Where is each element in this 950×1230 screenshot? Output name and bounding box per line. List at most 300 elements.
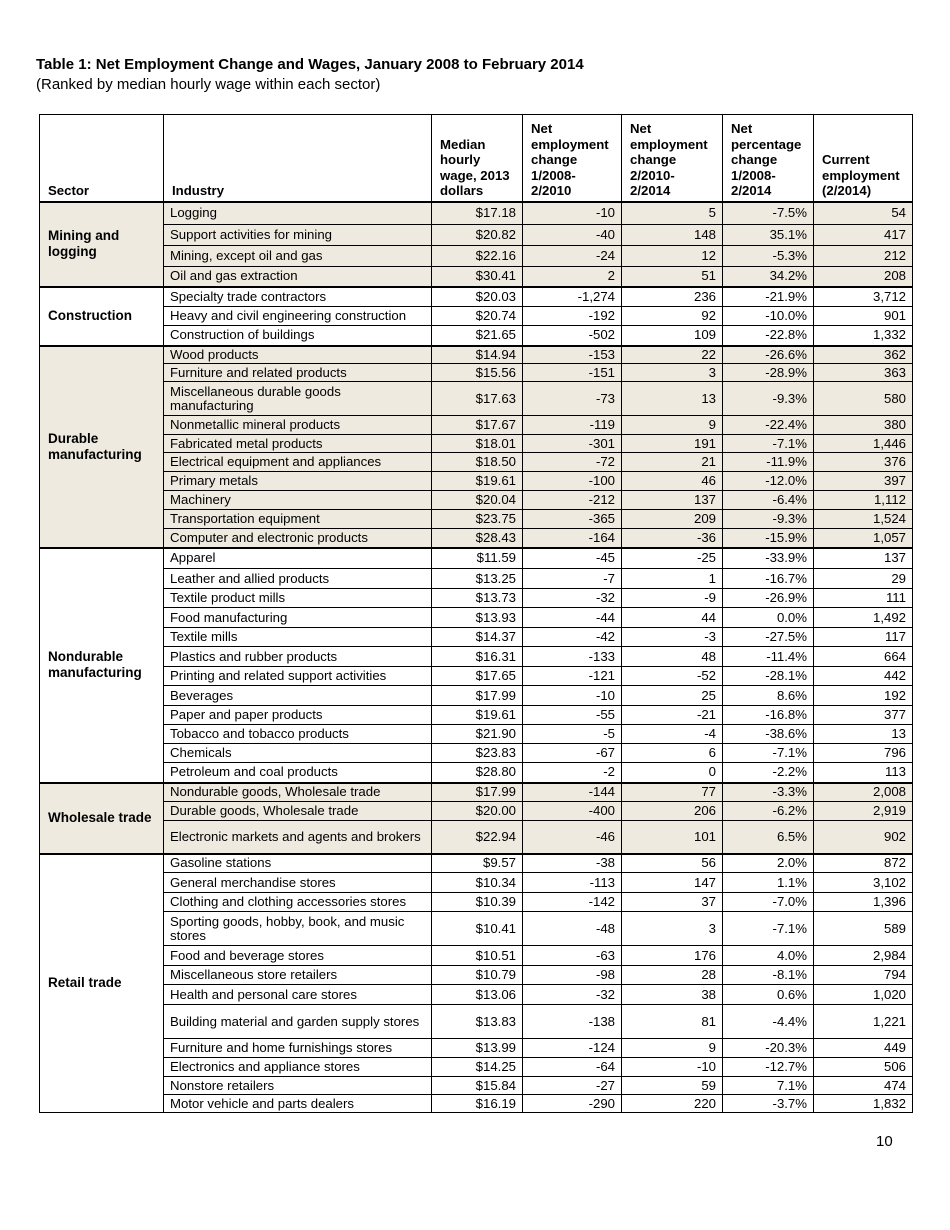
industry-cell: Textile mills <box>164 628 432 647</box>
current-employment-cell: 377 <box>814 706 913 725</box>
table-row <box>40 763 913 783</box>
current-employment-cell: 376 <box>814 453 913 472</box>
change-2010-2014-cell: 3 <box>622 912 723 946</box>
current-employment-cell: 208 <box>814 267 913 287</box>
current-employment-cell: 1,396 <box>814 893 913 912</box>
change-2008-2010-cell: -44 <box>523 608 622 628</box>
table-row <box>40 1058 913 1077</box>
percentage-change-cell: -16.7% <box>723 569 814 589</box>
wage-cell: $30.41 <box>432 267 523 287</box>
sector-group <box>40 854 913 1113</box>
change-2010-2014-cell: 92 <box>622 307 723 326</box>
sector-cell: Mining and logging <box>40 202 164 287</box>
change-2010-2014-cell: 38 <box>622 985 723 1005</box>
table-row <box>40 548 913 569</box>
change-2008-2010-cell: -42 <box>523 628 622 647</box>
wage-cell: $18.50 <box>432 453 523 472</box>
wage-cell: $20.82 <box>432 225 523 246</box>
percentage-change-cell: -7.0% <box>723 893 814 912</box>
current-employment-cell: 1,057 <box>814 529 913 548</box>
sector-group <box>40 548 913 783</box>
current-employment-cell: 1,524 <box>814 510 913 529</box>
percentage-change-cell: -6.2% <box>723 802 814 821</box>
header-current-employment: Current employment (2/2014) <box>814 115 913 202</box>
industry-cell: Machinery <box>164 491 432 510</box>
table-row <box>40 202 913 225</box>
current-employment-cell: 111 <box>814 589 913 608</box>
percentage-change-cell: -10.0% <box>723 307 814 326</box>
industry-cell: Tobacco and tobacco products <box>164 725 432 744</box>
current-employment-cell: 2,919 <box>814 802 913 821</box>
table-row <box>40 725 913 744</box>
percentage-change-cell: -22.8% <box>723 326 814 346</box>
change-2008-2010-cell: -290 <box>523 1095 622 1113</box>
current-employment-cell: 3,102 <box>814 873 913 893</box>
industry-cell: Nonstore retailers <box>164 1077 432 1095</box>
change-2008-2010-cell: -502 <box>523 326 622 346</box>
change-2008-2010-cell: -151 <box>523 364 622 382</box>
industry-cell: Oil and gas extraction <box>164 267 432 287</box>
percentage-change-cell: -11.4% <box>723 647 814 667</box>
table-row <box>40 854 913 873</box>
header-change-2008-2010: Net employment change 1/2008-2/2010 <box>523 115 622 202</box>
sector-group <box>40 287 913 346</box>
change-2008-2010-cell: -48 <box>523 912 622 946</box>
change-2010-2014-cell: 28 <box>622 966 723 985</box>
industry-cell: Petroleum and coal products <box>164 763 432 783</box>
industry-cell: Furniture and related products <box>164 364 432 382</box>
table-row <box>40 1095 913 1113</box>
percentage-change-cell: -15.9% <box>723 529 814 548</box>
current-employment-cell: 1,020 <box>814 985 913 1005</box>
wage-cell: $17.65 <box>432 667 523 686</box>
percentage-change-cell: -3.7% <box>723 1095 814 1113</box>
percentage-change-cell: -28.9% <box>723 364 814 382</box>
current-employment-cell: 1,832 <box>814 1095 913 1113</box>
percentage-change-cell: 0.0% <box>723 608 814 628</box>
table-row <box>40 416 913 435</box>
table-row <box>40 667 913 686</box>
change-2008-2010-cell: -55 <box>523 706 622 725</box>
current-employment-cell: 580 <box>814 382 913 416</box>
change-2010-2014-cell: -3 <box>622 628 723 647</box>
change-2010-2014-cell: 6 <box>622 744 723 763</box>
change-2010-2014-cell: 191 <box>622 435 723 453</box>
table-row <box>40 628 913 647</box>
change-2008-2010-cell: 2 <box>523 267 622 287</box>
table-row <box>40 1039 913 1058</box>
current-employment-cell: 902 <box>814 821 913 854</box>
header-change-2010-2014: Net employment change 2/2010-2/2014 <box>622 115 723 202</box>
header-sector: Sector <box>40 115 164 202</box>
percentage-change-cell: -27.5% <box>723 628 814 647</box>
change-2008-2010-cell: -133 <box>523 647 622 667</box>
percentage-change-cell: -2.2% <box>723 763 814 783</box>
industry-cell: Paper and paper products <box>164 706 432 725</box>
industry-cell: Electrical equipment and appliances <box>164 453 432 472</box>
industry-cell: Leather and allied products <box>164 569 432 589</box>
industry-cell: Apparel <box>164 548 432 569</box>
change-2008-2010-cell: -164 <box>523 529 622 548</box>
change-2010-2014-cell: 236 <box>622 287 723 307</box>
current-employment-cell: 380 <box>814 416 913 435</box>
industry-cell: Clothing and clothing accessories stores <box>164 893 432 912</box>
sector-cell: Retail trade <box>40 854 164 1113</box>
industry-cell: Textile product mills <box>164 589 432 608</box>
current-employment-cell: 397 <box>814 472 913 491</box>
industry-cell: Electronics and appliance stores <box>164 1058 432 1077</box>
industry-cell: Electronic markets and agents and brokers <box>164 821 432 854</box>
percentage-change-cell: -4.4% <box>723 1005 814 1039</box>
change-2010-2014-cell: 46 <box>622 472 723 491</box>
change-2010-2014-cell: 51 <box>622 267 723 287</box>
wage-cell: $28.43 <box>432 529 523 548</box>
wage-cell: $19.61 <box>432 706 523 725</box>
change-2008-2010-cell: -24 <box>523 246 622 267</box>
wage-cell: $10.41 <box>432 912 523 946</box>
industry-cell: Food and beverage stores <box>164 946 432 966</box>
percentage-change-cell: -26.9% <box>723 589 814 608</box>
percentage-change-cell: -11.9% <box>723 453 814 472</box>
page-number: 10 <box>876 1133 893 1150</box>
sector-cell: Nondurable manufacturing <box>40 548 164 783</box>
change-2010-2014-cell: -4 <box>622 725 723 744</box>
industry-cell: Chemicals <box>164 744 432 763</box>
table-row <box>40 453 913 472</box>
industry-cell: Health and personal care stores <box>164 985 432 1005</box>
wage-cell: $23.83 <box>432 744 523 763</box>
change-2008-2010-cell: -32 <box>523 589 622 608</box>
current-employment-cell: 1,492 <box>814 608 913 628</box>
table-row <box>40 510 913 529</box>
change-2010-2014-cell: -52 <box>622 667 723 686</box>
change-2010-2014-cell: 37 <box>622 893 723 912</box>
wage-cell: $20.03 <box>432 287 523 307</box>
percentage-change-cell: -12.0% <box>723 472 814 491</box>
table-row <box>40 966 913 985</box>
change-2008-2010-cell: -27 <box>523 1077 622 1095</box>
current-employment-cell: 3,712 <box>814 287 913 307</box>
industry-cell: Heavy and civil engineering construction <box>164 307 432 326</box>
change-2008-2010-cell: -365 <box>523 510 622 529</box>
change-2010-2014-cell: 13 <box>622 382 723 416</box>
industry-cell: Construction of buildings <box>164 326 432 346</box>
table-row <box>40 783 913 802</box>
percentage-change-cell: -33.9% <box>723 548 814 569</box>
wage-cell: $17.67 <box>432 416 523 435</box>
industry-cell: Durable goods, Wholesale trade <box>164 802 432 821</box>
wage-cell: $14.94 <box>432 346 523 364</box>
table-row <box>40 912 913 946</box>
current-employment-cell: 417 <box>814 225 913 246</box>
wage-cell: $20.74 <box>432 307 523 326</box>
current-employment-cell: 13 <box>814 725 913 744</box>
change-2010-2014-cell: 81 <box>622 1005 723 1039</box>
wage-cell: $17.18 <box>432 202 523 225</box>
current-employment-cell: 1,446 <box>814 435 913 453</box>
wage-cell: $10.51 <box>432 946 523 966</box>
wage-cell: $14.25 <box>432 1058 523 1077</box>
percentage-change-cell: -21.9% <box>723 287 814 307</box>
change-2008-2010-cell: -45 <box>523 548 622 569</box>
change-2008-2010-cell: -72 <box>523 453 622 472</box>
percentage-change-cell: -7.5% <box>723 202 814 225</box>
table-row <box>40 744 913 763</box>
percentage-change-cell: 4.0% <box>723 946 814 966</box>
percentage-change-cell: 6.5% <box>723 821 814 854</box>
table-row <box>40 821 913 854</box>
current-employment-cell: 113 <box>814 763 913 783</box>
table-row <box>40 569 913 589</box>
percentage-change-cell: -7.1% <box>723 912 814 946</box>
change-2008-2010-cell: -142 <box>523 893 622 912</box>
change-2010-2014-cell: 147 <box>622 873 723 893</box>
sector-cell: Wholesale trade <box>40 783 164 854</box>
percentage-change-cell: -9.3% <box>723 510 814 529</box>
current-employment-cell: 212 <box>814 246 913 267</box>
change-2008-2010-cell: -124 <box>523 1039 622 1058</box>
change-2010-2014-cell: 9 <box>622 416 723 435</box>
industry-cell: Motor vehicle and parts dealers <box>164 1095 432 1113</box>
industry-cell: Fabricated metal products <box>164 435 432 453</box>
change-2010-2014-cell: -10 <box>622 1058 723 1077</box>
industry-cell: Food manufacturing <box>164 608 432 628</box>
sector-group <box>40 783 913 854</box>
industry-cell: Plastics and rubber products <box>164 647 432 667</box>
table-row <box>40 435 913 453</box>
current-employment-cell: 192 <box>814 686 913 706</box>
current-employment-cell: 506 <box>814 1058 913 1077</box>
industry-cell: Specialty trade contractors <box>164 287 432 307</box>
table-row <box>40 802 913 821</box>
industry-cell: Sporting goods, hobby, book, and music stores <box>164 912 432 946</box>
change-2008-2010-cell: -1,274 <box>523 287 622 307</box>
change-2008-2010-cell: -63 <box>523 946 622 966</box>
industry-cell: Support activities for mining <box>164 225 432 246</box>
table-title: Table 1: Net Employment Change and Wages, January 2008 to February 2014 <box>36 56 584 73</box>
current-employment-cell: 2,984 <box>814 946 913 966</box>
wage-cell: $9.57 <box>432 854 523 873</box>
change-2010-2014-cell: 12 <box>622 246 723 267</box>
wage-cell: $13.06 <box>432 985 523 1005</box>
percentage-change-cell: -8.1% <box>723 966 814 985</box>
table-row <box>40 346 913 364</box>
percentage-change-cell: -3.3% <box>723 783 814 802</box>
percentage-change-cell: 34.2% <box>723 267 814 287</box>
percentage-change-cell: -9.3% <box>723 382 814 416</box>
table-row <box>40 608 913 628</box>
wage-cell: $16.19 <box>432 1095 523 1113</box>
current-employment-cell: 872 <box>814 854 913 873</box>
current-employment-cell: 449 <box>814 1039 913 1058</box>
wage-cell: $13.93 <box>432 608 523 628</box>
percentage-change-cell: -26.6% <box>723 346 814 364</box>
wage-cell: $21.90 <box>432 725 523 744</box>
change-2008-2010-cell: -2 <box>523 763 622 783</box>
change-2008-2010-cell: -121 <box>523 667 622 686</box>
wage-cell: $10.39 <box>432 893 523 912</box>
table-row <box>40 364 913 382</box>
current-employment-cell: 137 <box>814 548 913 569</box>
change-2010-2014-cell: 206 <box>622 802 723 821</box>
wage-cell: $13.25 <box>432 569 523 589</box>
sector-group <box>40 346 913 548</box>
current-employment-cell: 442 <box>814 667 913 686</box>
table-row <box>40 589 913 608</box>
percentage-change-cell: 0.6% <box>723 985 814 1005</box>
table-row <box>40 706 913 725</box>
table-row <box>40 893 913 912</box>
change-2008-2010-cell: -144 <box>523 783 622 802</box>
wage-cell: $20.04 <box>432 491 523 510</box>
change-2010-2014-cell: -21 <box>622 706 723 725</box>
current-employment-cell: 794 <box>814 966 913 985</box>
current-employment-cell: 363 <box>814 364 913 382</box>
wage-cell: $10.79 <box>432 966 523 985</box>
change-2008-2010-cell: -119 <box>523 416 622 435</box>
change-2008-2010-cell: -138 <box>523 1005 622 1039</box>
table-row <box>40 647 913 667</box>
change-2008-2010-cell: -67 <box>523 744 622 763</box>
change-2010-2014-cell: 176 <box>622 946 723 966</box>
wage-cell: $13.73 <box>432 589 523 608</box>
change-2010-2014-cell: -9 <box>622 589 723 608</box>
change-2010-2014-cell: 109 <box>622 326 723 346</box>
table-row <box>40 985 913 1005</box>
industry-cell: Furniture and home furnishings stores <box>164 1039 432 1058</box>
wage-cell: $17.99 <box>432 783 523 802</box>
wage-cell: $15.56 <box>432 364 523 382</box>
change-2008-2010-cell: -5 <box>523 725 622 744</box>
current-employment-cell: 1,332 <box>814 326 913 346</box>
current-employment-cell: 54 <box>814 202 913 225</box>
current-employment-cell: 1,221 <box>814 1005 913 1039</box>
current-employment-cell: 664 <box>814 647 913 667</box>
change-2008-2010-cell: -38 <box>523 854 622 873</box>
wage-cell: $18.01 <box>432 435 523 453</box>
percentage-change-cell: 7.1% <box>723 1077 814 1095</box>
sector-group <box>40 202 913 287</box>
change-2008-2010-cell: -46 <box>523 821 622 854</box>
change-2010-2014-cell: 101 <box>622 821 723 854</box>
percentage-change-cell: 8.6% <box>723 686 814 706</box>
wage-cell: $17.63 <box>432 382 523 416</box>
industry-cell: Computer and electronic products <box>164 529 432 548</box>
wage-cell: $21.65 <box>432 326 523 346</box>
table-row <box>40 246 913 267</box>
current-employment-cell: 117 <box>814 628 913 647</box>
industry-cell: General merchandise stores <box>164 873 432 893</box>
current-employment-cell: 901 <box>814 307 913 326</box>
change-2008-2010-cell: -32 <box>523 985 622 1005</box>
wage-cell: $20.00 <box>432 802 523 821</box>
industry-cell: Gasoline stations <box>164 854 432 873</box>
industry-cell: Transportation equipment <box>164 510 432 529</box>
change-2010-2014-cell: 56 <box>622 854 723 873</box>
wage-cell: $19.61 <box>432 472 523 491</box>
change-2010-2014-cell: 0 <box>622 763 723 783</box>
wage-cell: $28.80 <box>432 763 523 783</box>
change-2008-2010-cell: -100 <box>523 472 622 491</box>
table-row <box>40 267 913 287</box>
wage-cell: $15.84 <box>432 1077 523 1095</box>
percentage-change-cell: -22.4% <box>723 416 814 435</box>
change-2010-2014-cell: 21 <box>622 453 723 472</box>
table-row <box>40 472 913 491</box>
percentage-change-cell: 1.1% <box>723 873 814 893</box>
change-2008-2010-cell: -64 <box>523 1058 622 1077</box>
industry-cell: Building material and garden supply stores <box>164 1005 432 1039</box>
current-employment-cell: 589 <box>814 912 913 946</box>
change-2008-2010-cell: -212 <box>523 491 622 510</box>
change-2010-2014-cell: 44 <box>622 608 723 628</box>
table-row <box>40 225 913 246</box>
sector-cell: Durable manufacturing <box>40 346 164 548</box>
percentage-change-cell: 35.1% <box>723 225 814 246</box>
change-2008-2010-cell: -7 <box>523 569 622 589</box>
percentage-change-cell: -16.8% <box>723 706 814 725</box>
header-row <box>40 115 913 202</box>
wage-cell: $11.59 <box>432 548 523 569</box>
current-employment-cell: 796 <box>814 744 913 763</box>
percentage-change-cell: -38.6% <box>723 725 814 744</box>
change-2008-2010-cell: -10 <box>523 686 622 706</box>
sector-cell: Construction <box>40 287 164 346</box>
change-2008-2010-cell: -73 <box>523 382 622 416</box>
table-row <box>40 1077 913 1095</box>
industry-cell: Mining, except oil and gas <box>164 246 432 267</box>
change-2008-2010-cell: -40 <box>523 225 622 246</box>
industry-cell: Printing and related support activities <box>164 667 432 686</box>
change-2010-2014-cell: 59 <box>622 1077 723 1095</box>
table-row <box>40 491 913 510</box>
wage-cell: $14.37 <box>432 628 523 647</box>
change-2008-2010-cell: -153 <box>523 346 622 364</box>
change-2008-2010-cell: -301 <box>523 435 622 453</box>
current-employment-cell: 29 <box>814 569 913 589</box>
table-row <box>40 287 913 307</box>
table-row <box>40 686 913 706</box>
wage-cell: $23.75 <box>432 510 523 529</box>
percentage-change-cell: -7.1% <box>723 744 814 763</box>
change-2010-2014-cell: 209 <box>622 510 723 529</box>
change-2010-2014-cell: 25 <box>622 686 723 706</box>
table-row <box>40 326 913 346</box>
industry-cell: Miscellaneous store retailers <box>164 966 432 985</box>
percentage-change-cell: 2.0% <box>723 854 814 873</box>
change-2010-2014-cell: 220 <box>622 1095 723 1113</box>
change-2010-2014-cell: 22 <box>622 346 723 364</box>
table-row <box>40 529 913 548</box>
wage-cell: $16.31 <box>432 647 523 667</box>
table-row <box>40 382 913 416</box>
percentage-change-cell: -12.7% <box>723 1058 814 1077</box>
change-2008-2010-cell: -400 <box>523 802 622 821</box>
change-2010-2014-cell: 9 <box>622 1039 723 1058</box>
percentage-change-cell: -7.1% <box>723 435 814 453</box>
industry-cell: Miscellaneous durable goods manufacturing <box>164 382 432 416</box>
industry-cell: Logging <box>164 202 432 225</box>
wage-cell: $13.99 <box>432 1039 523 1058</box>
change-2008-2010-cell: -98 <box>523 966 622 985</box>
wage-cell: $22.94 <box>432 821 523 854</box>
change-2008-2010-cell: -10 <box>523 202 622 225</box>
table-row <box>40 946 913 966</box>
wage-cell: $10.34 <box>432 873 523 893</box>
change-2010-2014-cell: 77 <box>622 783 723 802</box>
change-2010-2014-cell: 48 <box>622 647 723 667</box>
percentage-change-cell: -5.3% <box>723 246 814 267</box>
